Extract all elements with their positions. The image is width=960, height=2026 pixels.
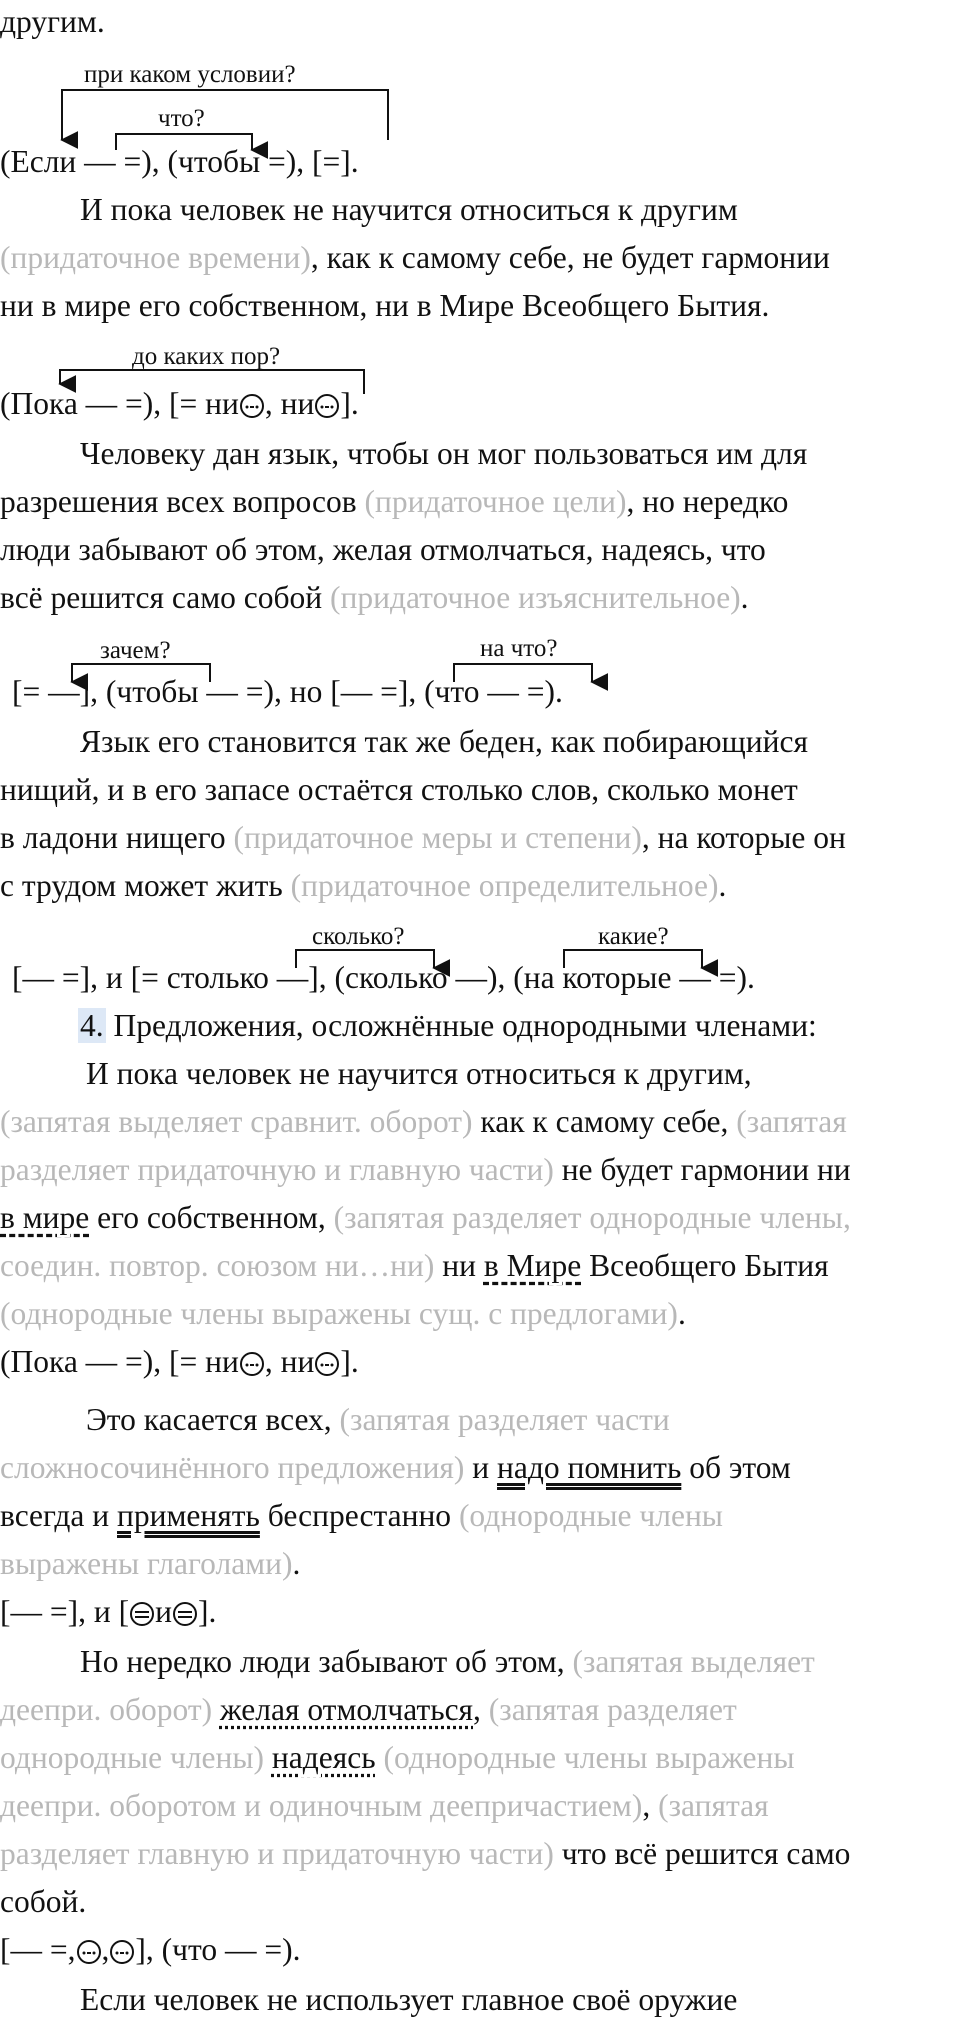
text-line: собой.: [0, 1884, 87, 1919]
circle-predicate-icon: [129, 1601, 155, 1627]
text-line: Но нередко люди забывают об этом, (запятая выделяет: [80, 1644, 815, 1679]
annotation: (запятая: [658, 1788, 769, 1823]
circle-adverbial-icon: [239, 393, 265, 419]
circle-adverbial-icon: [76, 1939, 102, 1965]
circle-adverbial-icon: [314, 393, 340, 419]
annotation: (придаточное меры и степени): [233, 820, 642, 855]
annotation: выражены глаголами): [0, 1546, 293, 1581]
annotation: соедин. повтор. союзом ни…ни): [0, 1248, 435, 1283]
circle-adverbial-icon: [314, 1351, 340, 1377]
underlined-predicate: применять: [117, 1498, 260, 1533]
connector-arrow: [62, 90, 388, 140]
annotation: однородные члены): [0, 1740, 265, 1775]
text-line: другим.: [0, 4, 105, 39]
text-line: выражены глаголами).: [0, 1546, 301, 1581]
text-line: разделяет главную и придаточную части) что всё решится само: [0, 1836, 851, 1871]
underlined-member: в мире: [0, 1200, 90, 1235]
question-label: зачем?: [100, 637, 171, 664]
annotation: (придаточное изъяснительное): [330, 580, 741, 615]
annotation: деепри. оборотом и одиночным деепричастием): [0, 1788, 643, 1823]
underlined-member: в Мире: [483, 1248, 582, 1283]
text-line: соедин. повтор. союзом ни…ни) ни в Мире Всеобщего Бытия: [0, 1248, 829, 1283]
annotation: (запятая выделяет: [572, 1644, 815, 1679]
annotation: (запятая выделяет сравнит. оборот): [0, 1104, 473, 1139]
annotation: деепри. оборот): [0, 1692, 213, 1727]
question-label: что?: [158, 105, 205, 132]
circle-adverbial-icon: [239, 1351, 265, 1377]
circle-adverbial-icon: [109, 1939, 135, 1965]
text-line: сложносочинённого предложения) и надо помнить об этом: [0, 1450, 791, 1485]
text-line: нищий, и в его запасе остаётся столько слов, сколько монет: [0, 772, 798, 807]
text-line: (однородные члены выражены сущ. с предлогами).: [0, 1296, 686, 1331]
text-line: [0, 1738, 950, 1778]
scheme-line: [— =, , ], (что — =).: [0, 1932, 301, 1967]
section-heading: 4. Предложения, осложнённые однородными членами:: [80, 1008, 817, 1043]
text-line: ни в мире его собственном, ни в Мире Всеобщего Бытия.: [0, 288, 770, 323]
underlined-predicate: надо помнить: [497, 1450, 682, 1485]
text-line: деепри. оборот) желая отмолчаться, (запятая разделяет: [0, 1692, 737, 1727]
annotation: (однородные члены выражены сущ. с предлогами): [0, 1296, 678, 1331]
annotation: (однородные члены: [458, 1498, 723, 1533]
text-line: (запятая выделяет сравнит. оборот) как к самому себе, (запятая: [0, 1104, 847, 1139]
text-line: И пока человек не научится относиться к другим: [80, 192, 738, 227]
underlined-adverbial: желая отмолчаться: [219, 1692, 474, 1727]
underlined-adverbial: надеясь: [271, 1740, 376, 1775]
annotation: (придаточное времени): [0, 240, 311, 275]
text-line: в ладони нищего (придаточное меры и степени), на которые он: [0, 820, 846, 855]
text-line: всё решится само собой (придаточное изъяснительное).: [0, 580, 749, 615]
question-label: при каком условии?: [84, 61, 296, 88]
text-line: разделяет придаточную и главную части) не будет гармонии ни: [0, 1152, 851, 1187]
text-line: с трудом может жить (придаточное определительное).: [0, 868, 727, 903]
text-line: Человеку дан язык, чтобы он мог пользоваться им для: [80, 436, 808, 471]
annotation: (запятая: [736, 1104, 847, 1139]
text-line: люди забывают об этом, желая отмолчаться, надеясь, что: [0, 532, 766, 567]
annotation: разделяет главную и придаточную части): [0, 1836, 554, 1871]
annotation: (придаточное цели): [364, 484, 627, 519]
text-line: деепри. оборотом и одиночным деепричастием), (запятая: [0, 1788, 769, 1823]
circle-predicate-icon: [172, 1601, 198, 1627]
text-line: разрешения всех вопросов (придаточное цели), но нередко: [0, 484, 789, 519]
text-line: Язык его становится так же беден, как побирающийся: [80, 724, 808, 759]
scheme-line: (Если — =), (чтобы =), [=].: [0, 144, 359, 179]
text-line: Это касается всех, (запятая разделяет части: [86, 1402, 670, 1437]
scheme-line: (Пока — =), [= ни , ни ].: [0, 1344, 359, 1379]
text-line: (придаточное времени), как к самому себе, не будет гармонии: [0, 240, 830, 275]
annotation: разделяет придаточную и главную части): [0, 1152, 554, 1187]
scheme-line: [= —], (чтобы — =), но [— =], (что — =).: [12, 674, 563, 709]
text-line: всегда и применять беспрестанно (однородные члены: [0, 1498, 723, 1533]
scheme-line: [— =], и [= столько —], (сколько —), (на которые — =).: [12, 960, 755, 995]
annotation: (придаточное определительное): [290, 868, 719, 903]
question-label: на что?: [480, 635, 558, 662]
text-line: И пока человек не научится относиться к другим,: [86, 1056, 752, 1091]
question-label: какие?: [598, 923, 669, 950]
text-line: в мире его собственном, (запятая разделяет однородные члены,: [0, 1200, 851, 1235]
annotation: (запятая разделяет однородные члены,: [333, 1200, 851, 1235]
annotation: (запятая разделяет части: [339, 1402, 670, 1437]
question-label: до каких пор?: [132, 343, 281, 370]
scheme-line: (Пока — =), [= ни , ни ].: [0, 386, 359, 421]
item-number: 4.: [80, 1008, 104, 1043]
annotation: (запятая разделяет: [488, 1692, 737, 1727]
question-label: сколько?: [312, 923, 405, 950]
annotation: сложносочинённого предложения): [0, 1450, 465, 1485]
text-line: Если человек не использует главное своё оружие: [80, 1982, 738, 2017]
annotation: (однородные члены выражены: [383, 1740, 795, 1775]
scheme-line: [— =], и [ и ].: [0, 1594, 217, 1629]
